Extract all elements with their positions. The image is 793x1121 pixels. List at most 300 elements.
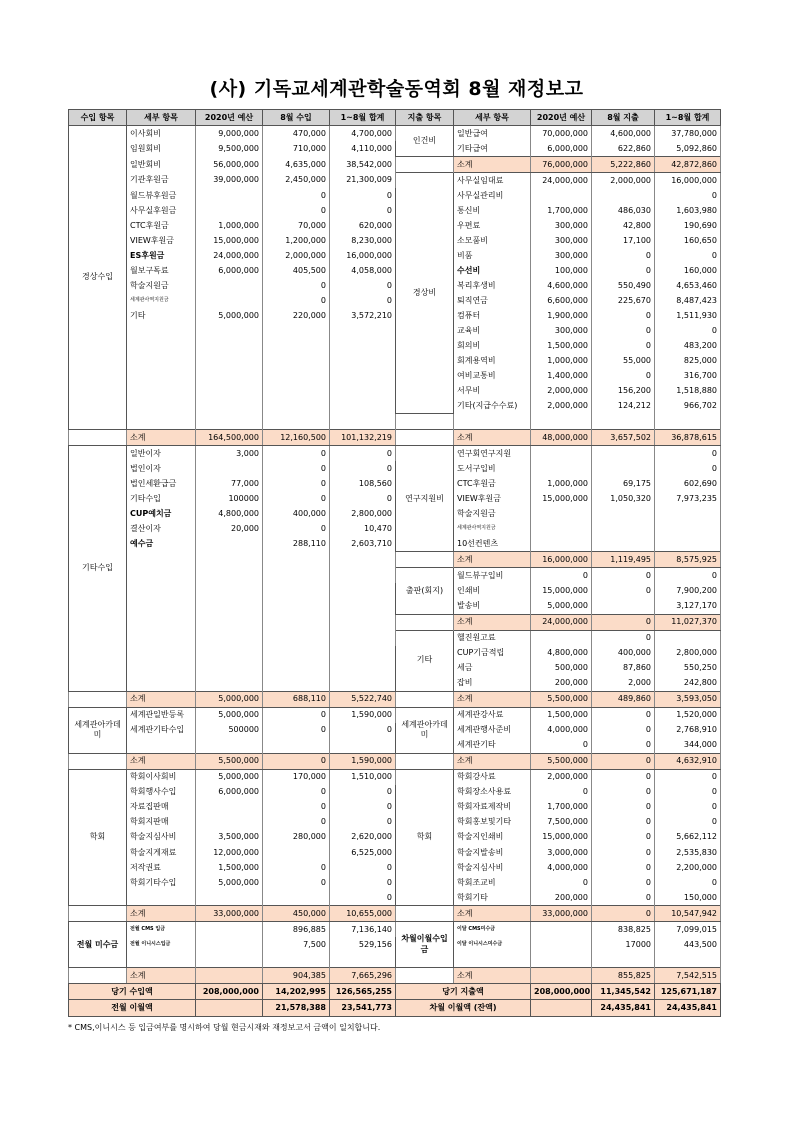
item-budget: 5,000,000 bbox=[196, 769, 263, 785]
group-label: 연구지원비 bbox=[396, 446, 454, 552]
blank-cell bbox=[127, 568, 196, 584]
expense-carry-budget bbox=[531, 1000, 592, 1017]
item-month: 2,450,000 bbox=[263, 173, 330, 189]
blank-cell bbox=[263, 630, 330, 646]
item-month: 400,000 bbox=[263, 506, 330, 521]
table-row bbox=[69, 476, 721, 491]
item-cumulative: 0 bbox=[655, 568, 721, 584]
blank-cell bbox=[127, 354, 196, 369]
item-cumulative: 0 bbox=[330, 278, 396, 293]
item-month: 220,000 bbox=[263, 308, 330, 323]
item-cumulative: 483,200 bbox=[655, 338, 721, 353]
table-row bbox=[69, 263, 721, 278]
item-label: 저작권료 bbox=[127, 860, 196, 875]
blank-cell bbox=[263, 583, 330, 598]
blank-cell bbox=[196, 568, 263, 584]
item-month: 0 bbox=[592, 845, 655, 860]
item-cumulative: 5,662,112 bbox=[655, 830, 721, 845]
table-row bbox=[69, 141, 721, 157]
item-budget bbox=[196, 890, 263, 906]
item-cumulative: 825,000 bbox=[655, 354, 721, 369]
blank-cell bbox=[263, 414, 330, 430]
item-cumulative: 0 bbox=[330, 860, 396, 875]
item-cumulative: 443,500 bbox=[655, 937, 721, 952]
item-cumulative: 1,520,000 bbox=[655, 707, 721, 723]
item-budget bbox=[196, 293, 263, 308]
item-label: 세계관일반등록 bbox=[127, 707, 196, 723]
group-cell-blank bbox=[396, 552, 454, 568]
blank-cell bbox=[127, 630, 196, 646]
item-cumulative bbox=[655, 521, 721, 536]
group-label: 기타 bbox=[396, 630, 454, 691]
item-month: 69,175 bbox=[592, 476, 655, 491]
blank-cell bbox=[127, 676, 196, 692]
item-label: 법인이자 bbox=[127, 461, 196, 476]
expense-total-month: 11,345,542 bbox=[592, 984, 655, 1000]
item-budget: 1,500,000 bbox=[531, 707, 592, 723]
item-label: 월드뷰구입비 bbox=[454, 568, 531, 584]
item-budget: 4,800,000 bbox=[531, 646, 592, 661]
table-row bbox=[69, 369, 721, 384]
item-budget: 200,000 bbox=[531, 676, 592, 692]
subtotal-budget: 33,000,000 bbox=[196, 906, 263, 922]
subtotal-label: 소계 bbox=[127, 691, 196, 707]
subtotal-label: 소계 bbox=[127, 430, 196, 446]
table-row bbox=[69, 414, 721, 430]
blank-cell bbox=[263, 661, 330, 676]
expense-carry-label: 차월 이월액 (잔액) bbox=[396, 1000, 531, 1017]
table-row bbox=[69, 278, 721, 293]
item-budget: 6,000,000 bbox=[196, 263, 263, 278]
item-cumulative: 0 bbox=[330, 293, 396, 308]
group-label: 세계관아카데미 bbox=[69, 707, 127, 753]
table-row bbox=[69, 875, 721, 890]
item-month: 0 bbox=[592, 830, 655, 845]
blank-cell bbox=[454, 414, 531, 430]
subtotal-month: 0 bbox=[263, 753, 330, 769]
item-budget bbox=[196, 203, 263, 218]
item-month: 0 bbox=[592, 707, 655, 723]
item-label: 일반회비 bbox=[127, 157, 196, 173]
item-label: 세계관사역지원금 bbox=[454, 521, 531, 536]
blank-cell bbox=[330, 384, 396, 399]
subtotal-label: 소계 bbox=[454, 968, 531, 984]
item-budget bbox=[196, 461, 263, 476]
item-label: 세계관기타수입 bbox=[127, 723, 196, 738]
table-row bbox=[69, 1000, 721, 1017]
item-budget: 2,000,000 bbox=[531, 384, 592, 399]
item-cumulative: 0 bbox=[330, 188, 396, 203]
blank-cell bbox=[592, 952, 655, 968]
item-month: 0 bbox=[592, 308, 655, 323]
item-cumulative bbox=[655, 536, 721, 552]
table-row bbox=[69, 126, 721, 142]
subtotal-month: 0 bbox=[592, 753, 655, 769]
item-budget: 5,000,000 bbox=[196, 875, 263, 890]
item-label: 기타(지급수수료) bbox=[454, 399, 531, 414]
table-row bbox=[69, 354, 721, 369]
item-cumulative: 1,603,980 bbox=[655, 203, 721, 218]
group-label: 기타수입 bbox=[69, 446, 127, 692]
item-label: 연구회연구지원 bbox=[454, 446, 531, 462]
item-cumulative: 0 bbox=[330, 461, 396, 476]
item-label: 학회장소사용료 bbox=[454, 785, 531, 800]
item-month bbox=[592, 599, 655, 615]
item-label: 학술지인쇄비 bbox=[454, 830, 531, 845]
blank-cell bbox=[330, 568, 396, 584]
table-row bbox=[69, 248, 721, 263]
table-row bbox=[69, 491, 721, 506]
table-row bbox=[69, 630, 721, 646]
item-budget bbox=[531, 536, 592, 552]
item-label: 세계관행사준비 bbox=[454, 723, 531, 738]
subtotal-budget: 33,000,000 bbox=[531, 906, 592, 922]
subtotal-month: 5,222,860 bbox=[592, 157, 655, 173]
item-cumulative: 150,000 bbox=[655, 890, 721, 906]
item-month: 0 bbox=[263, 815, 330, 830]
item-month: 225,670 bbox=[592, 293, 655, 308]
item-month: 0 bbox=[263, 476, 330, 491]
subtotal-label: 소계 bbox=[127, 753, 196, 769]
item-label: 세계관사역지원금 bbox=[127, 293, 196, 308]
item-label: 자료집판매 bbox=[127, 800, 196, 815]
table-row bbox=[69, 173, 721, 189]
item-label: 발송비 bbox=[454, 599, 531, 615]
group-cell-blank bbox=[69, 906, 127, 922]
item-label: 잡비 bbox=[454, 676, 531, 692]
item-month: 0 bbox=[263, 203, 330, 218]
item-budget: 3,000 bbox=[196, 446, 263, 462]
table-row bbox=[69, 188, 721, 203]
item-label: 학회홍보및기타 bbox=[454, 815, 531, 830]
item-month: 17000 bbox=[592, 937, 655, 952]
item-budget: 0 bbox=[531, 738, 592, 754]
item-month: 42,800 bbox=[592, 218, 655, 233]
item-cumulative: 0 bbox=[655, 461, 721, 476]
table-row bbox=[69, 906, 721, 922]
item-month: 0 bbox=[592, 630, 655, 646]
group-cell-blank bbox=[396, 691, 454, 707]
item-label: 수선비 bbox=[454, 263, 531, 278]
item-month: 0 bbox=[263, 461, 330, 476]
item-cumulative: 2,800,000 bbox=[655, 646, 721, 661]
item-month bbox=[263, 890, 330, 906]
item-month: 0 bbox=[592, 369, 655, 384]
table-row bbox=[69, 614, 721, 630]
subtotal-label: 소계 bbox=[454, 906, 531, 922]
item-label: CUP예치금 bbox=[127, 506, 196, 521]
income-header-cell: 수입 항목 bbox=[69, 110, 127, 126]
table-row bbox=[69, 599, 721, 615]
item-cumulative: 0 bbox=[330, 785, 396, 800]
subtotal-month: 904,385 bbox=[263, 968, 330, 984]
item-month: 0 bbox=[592, 769, 655, 785]
blank-cell bbox=[263, 399, 330, 414]
item-month: 0 bbox=[592, 248, 655, 263]
blank-cell bbox=[196, 338, 263, 353]
item-label: 이사회비 bbox=[127, 126, 196, 142]
subtotal-budget: 24,000,000 bbox=[531, 614, 592, 630]
blank-cell bbox=[330, 646, 396, 661]
blank-cell bbox=[196, 399, 263, 414]
blank-cell bbox=[454, 952, 531, 968]
item-cumulative: 4,110,000 bbox=[330, 141, 396, 157]
subtotal-month: 1,119,495 bbox=[592, 552, 655, 568]
item-budget: 4,800,000 bbox=[196, 506, 263, 521]
blank-cell bbox=[531, 952, 592, 968]
blank-cell bbox=[127, 738, 196, 754]
item-label: 전월 이니시스입금 bbox=[127, 937, 196, 952]
item-month: 0 bbox=[592, 860, 655, 875]
item-month: 0 bbox=[263, 875, 330, 890]
item-label: 회계용역비 bbox=[454, 354, 531, 369]
subtotal-cumulative: 8,575,925 bbox=[655, 552, 721, 568]
blank-cell bbox=[655, 952, 721, 968]
item-month: 0 bbox=[263, 723, 330, 738]
subtotal-label: 소계 bbox=[454, 753, 531, 769]
blank-cell bbox=[263, 338, 330, 353]
table-row bbox=[69, 293, 721, 308]
item-budget: 2,000,000 bbox=[531, 769, 592, 785]
item-budget: 20,000 bbox=[196, 521, 263, 536]
table-row bbox=[69, 446, 721, 462]
expense-total-label: 당기 지출액 bbox=[396, 984, 531, 1000]
report-title: (사) 기독교세계관학술동역회 8월 재정보고 bbox=[209, 78, 584, 100]
item-budget: 1,000,000 bbox=[196, 218, 263, 233]
subtotal-cumulative: 5,522,740 bbox=[330, 691, 396, 707]
item-budget: 7,500,000 bbox=[531, 815, 592, 830]
subtotal-label: 소계 bbox=[127, 968, 196, 984]
item-cumulative: 0 bbox=[655, 323, 721, 338]
item-month: 0 bbox=[263, 278, 330, 293]
subtotal-budget: 5,500,000 bbox=[196, 753, 263, 769]
item-cumulative: 7,136,140 bbox=[330, 922, 396, 938]
blank-cell bbox=[263, 354, 330, 369]
item-budget bbox=[531, 461, 592, 476]
item-label: 기관후원금 bbox=[127, 173, 196, 189]
item-budget bbox=[196, 278, 263, 293]
item-label: 헬진원고료 bbox=[454, 630, 531, 646]
item-month: 0 bbox=[263, 188, 330, 203]
item-cumulative: 316,700 bbox=[655, 369, 721, 384]
item-budget: 39,000,000 bbox=[196, 173, 263, 189]
table-row bbox=[69, 676, 721, 692]
item-month: 486,030 bbox=[592, 203, 655, 218]
blank-cell bbox=[330, 552, 396, 568]
item-cumulative: 1,510,000 bbox=[330, 769, 396, 785]
item-budget: 1,500,000 bbox=[531, 338, 592, 353]
item-cumulative: 0 bbox=[330, 890, 396, 906]
item-label: 일반이자 bbox=[127, 446, 196, 462]
blank-cell bbox=[196, 738, 263, 754]
item-budget: 1,700,000 bbox=[531, 800, 592, 815]
item-label: 도서구입비 bbox=[454, 461, 531, 476]
item-month: 0 bbox=[263, 521, 330, 536]
blank-cell bbox=[330, 354, 396, 369]
item-cumulative: 7,099,015 bbox=[655, 922, 721, 938]
blank-cell bbox=[330, 952, 396, 968]
item-month: 2,000,000 bbox=[592, 173, 655, 189]
item-budget: 6,000,000 bbox=[196, 785, 263, 800]
group-cell-blank bbox=[396, 430, 454, 446]
blank-cell bbox=[127, 646, 196, 661]
income-header-cell: 세부 항목 bbox=[127, 110, 196, 126]
blank-cell bbox=[196, 676, 263, 692]
item-cumulative: 966,702 bbox=[655, 399, 721, 414]
group-cell-blank bbox=[396, 968, 454, 984]
table-row bbox=[69, 785, 721, 800]
subtotal-cumulative: 7,542,515 bbox=[655, 968, 721, 984]
item-label: 사무실관리비 bbox=[454, 188, 531, 203]
table-row bbox=[69, 552, 721, 568]
item-cumulative: 8,230,000 bbox=[330, 233, 396, 248]
table-row bbox=[69, 860, 721, 875]
item-label: 월보구독료 bbox=[127, 263, 196, 278]
subtotal-label: 소계 bbox=[454, 552, 531, 568]
blank-cell bbox=[127, 369, 196, 384]
table-row bbox=[69, 384, 721, 399]
item-cumulative: 1,590,000 bbox=[330, 707, 396, 723]
item-label: 학회자료제작비 bbox=[454, 800, 531, 815]
item-budget bbox=[196, 800, 263, 815]
item-month: 288,110 bbox=[263, 536, 330, 552]
item-budget bbox=[531, 188, 592, 203]
item-budget: 300,000 bbox=[531, 218, 592, 233]
item-month: 896,885 bbox=[263, 922, 330, 938]
subtotal-cumulative: 101,132,219 bbox=[330, 430, 396, 446]
blank-cell bbox=[127, 583, 196, 598]
blank-cell bbox=[263, 738, 330, 754]
item-budget: 24,000,000 bbox=[531, 173, 592, 189]
item-label: 교육비 bbox=[454, 323, 531, 338]
item-cumulative: 242,800 bbox=[655, 676, 721, 692]
item-cumulative bbox=[655, 630, 721, 646]
item-cumulative: 529,156 bbox=[330, 937, 396, 952]
item-label: 세계관강사료 bbox=[454, 707, 531, 723]
item-cumulative: 0 bbox=[655, 785, 721, 800]
blank-cell bbox=[127, 952, 196, 968]
blank-cell bbox=[196, 583, 263, 598]
item-label: 인쇄비 bbox=[454, 583, 531, 598]
blank-cell bbox=[196, 414, 263, 430]
item-budget: 70,000,000 bbox=[531, 126, 592, 142]
blank-cell bbox=[263, 552, 330, 568]
item-month: 280,000 bbox=[263, 830, 330, 845]
subtotal-budget: 5,500,000 bbox=[531, 691, 592, 707]
item-month: 0 bbox=[263, 785, 330, 800]
blank-cell bbox=[330, 630, 396, 646]
table-row bbox=[69, 568, 721, 584]
subtotal-budget: 5,500,000 bbox=[531, 753, 592, 769]
table-row bbox=[69, 769, 721, 785]
item-month bbox=[592, 188, 655, 203]
item-cumulative: 620,000 bbox=[330, 218, 396, 233]
item-budget: 15,000,000 bbox=[531, 491, 592, 506]
item-label: 여비교통비 bbox=[454, 369, 531, 384]
item-month: 4,635,000 bbox=[263, 157, 330, 173]
income-carry-label: 전월 이월액 bbox=[69, 1000, 196, 1017]
item-cumulative: 10,470 bbox=[330, 521, 396, 536]
table-row bbox=[69, 952, 721, 968]
blank-cell bbox=[263, 568, 330, 584]
blank-cell bbox=[330, 399, 396, 414]
income-total-month: 14,202,995 bbox=[263, 984, 330, 1000]
item-month: 470,000 bbox=[263, 126, 330, 142]
item-budget bbox=[196, 815, 263, 830]
footnote: * CMS,이니시스 등 입금여부를 명시하여 당월 현금시재와 재정보고서 금액이 일치합니다. bbox=[68, 1023, 381, 1032]
item-label: 기타수입 bbox=[127, 491, 196, 506]
item-budget: 3,500,000 bbox=[196, 830, 263, 845]
item-label: 법인세환급금 bbox=[127, 476, 196, 491]
blank-cell bbox=[263, 646, 330, 661]
item-budget: 77,000 bbox=[196, 476, 263, 491]
table-row bbox=[69, 691, 721, 707]
item-budget: 4,600,000 bbox=[531, 278, 592, 293]
blank-cell bbox=[330, 676, 396, 692]
expense-header-cell: 세부 항목 bbox=[454, 110, 531, 126]
table-row bbox=[69, 157, 721, 173]
group-label: 학회 bbox=[396, 769, 454, 905]
expense-header-cell: 8월 지출 bbox=[592, 110, 655, 126]
item-budget bbox=[531, 922, 592, 938]
item-cumulative: 0 bbox=[655, 188, 721, 203]
income-header-cell: 2020년 예산 bbox=[196, 110, 263, 126]
item-budget: 1,000,000 bbox=[531, 354, 592, 369]
subtotal-cumulative: 10,655,000 bbox=[330, 906, 396, 922]
blank-cell bbox=[263, 614, 330, 630]
table-row bbox=[69, 110, 721, 126]
item-cumulative: 190,690 bbox=[655, 218, 721, 233]
blank-cell bbox=[127, 414, 196, 430]
item-budget: 15,000,000 bbox=[531, 583, 592, 598]
group-cell-blank bbox=[396, 157, 454, 173]
table-row bbox=[69, 399, 721, 414]
item-cumulative: 7,973,235 bbox=[655, 491, 721, 506]
item-budget bbox=[196, 937, 263, 952]
item-cumulative: 0 bbox=[655, 446, 721, 462]
item-budget: 1,000,000 bbox=[531, 476, 592, 491]
expense-header-cell: 지출 항목 bbox=[396, 110, 454, 126]
blank-cell bbox=[330, 338, 396, 353]
subtotal-cumulative: 4,632,910 bbox=[655, 753, 721, 769]
blank-cell bbox=[127, 323, 196, 338]
item-cumulative: 3,127,170 bbox=[655, 599, 721, 615]
item-month: 0 bbox=[592, 323, 655, 338]
item-month: 0 bbox=[263, 491, 330, 506]
item-budget bbox=[196, 922, 263, 938]
item-budget: 500,000 bbox=[531, 661, 592, 676]
item-budget: 9,500,000 bbox=[196, 141, 263, 157]
item-label: ES후원금 bbox=[127, 248, 196, 263]
item-budget: 5,000,000 bbox=[196, 707, 263, 723]
item-month: 2,000 bbox=[592, 676, 655, 692]
income-carry-cumulative: 23,541,773 bbox=[330, 1000, 396, 1017]
table-row bbox=[69, 723, 721, 738]
item-cumulative: 5,092,860 bbox=[655, 141, 721, 157]
item-month bbox=[263, 845, 330, 860]
item-budget: 0 bbox=[531, 568, 592, 584]
item-month: 0 bbox=[263, 446, 330, 462]
group-cell-blank bbox=[69, 753, 127, 769]
item-label: 학회행사수입 bbox=[127, 785, 196, 800]
item-label: VIEW후원금 bbox=[454, 491, 531, 506]
item-month: 622,860 bbox=[592, 141, 655, 157]
item-label: 학회조교비 bbox=[454, 875, 531, 890]
item-month bbox=[592, 536, 655, 552]
income-header-cell: 8월 수입 bbox=[263, 110, 330, 126]
item-cumulative: 0 bbox=[330, 815, 396, 830]
item-month: 710,000 bbox=[263, 141, 330, 157]
